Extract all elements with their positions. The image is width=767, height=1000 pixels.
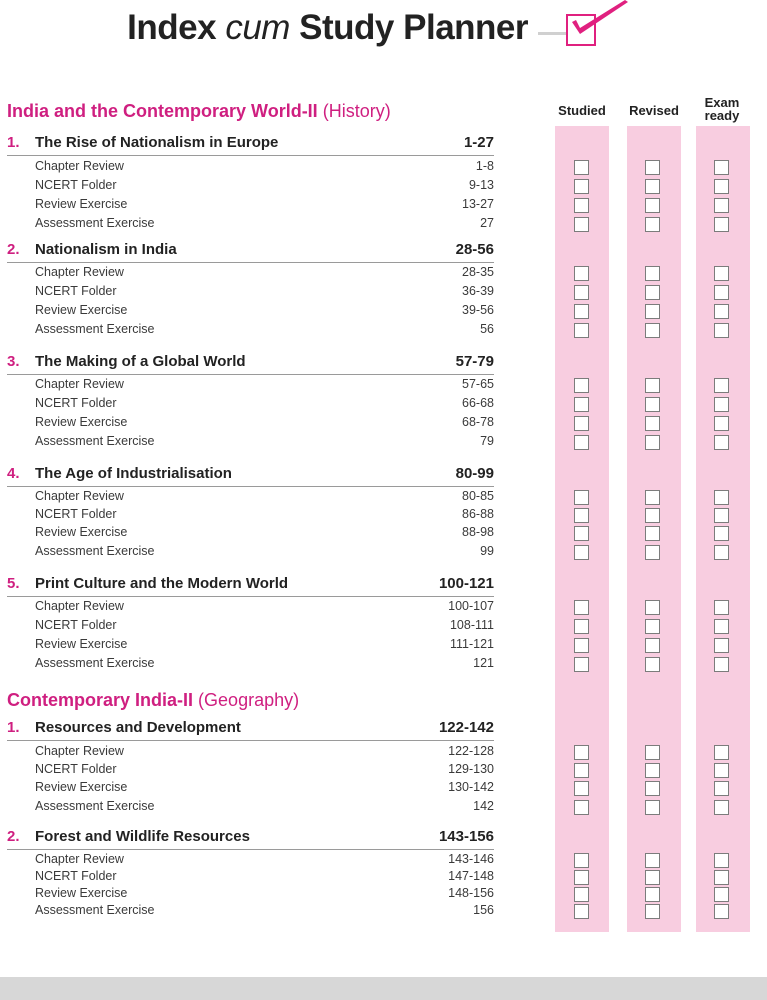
chapter-row [7,241,494,263]
sub-entry-pages: 129-130 [448,762,494,776]
revised-checkbox[interactable] [645,870,660,885]
revised-checkbox[interactable] [645,266,660,281]
exam-ready-checkbox[interactable] [714,217,729,232]
chapter-title: Nationalism in India [35,241,177,258]
sub-entry-pages: 1-8 [475,159,494,173]
studied-checkbox[interactable] [574,638,589,653]
sub-entry-pages: 86-88 [462,507,494,521]
studied-checkbox[interactable] [574,781,589,796]
chapter-row [7,134,494,156]
revised-checkbox[interactable] [645,508,660,523]
sub-entry-pages: 142 [473,799,494,813]
sub-entry-pages: 56 [480,322,494,336]
chapter-row [7,575,494,597]
sub-entry-label: Chapter Review [35,744,124,758]
revised-checkbox[interactable] [645,304,660,319]
revised-checkbox[interactable] [645,285,660,300]
exam-ready-checkbox[interactable] [714,198,729,213]
studied-checkbox[interactable] [574,526,589,541]
studied-checkbox[interactable] [574,763,589,778]
studied-checkbox[interactable] [574,745,589,760]
sub-entry-label: Review Exercise [35,303,128,317]
chapter-number: 1. [7,134,20,151]
revised-checkbox[interactable] [645,160,660,175]
revised-checkbox[interactable] [645,435,660,450]
sub-entry-label: NCERT Folder [35,284,117,298]
revised-checkbox[interactable] [645,323,660,338]
sub-entry-pages: 108-111 [449,618,494,632]
sub-entry-pages: 66-68 [462,396,494,410]
revised-checkbox[interactable] [645,853,660,868]
revised-checkbox[interactable] [645,179,660,194]
revised-checkbox[interactable] [645,800,660,815]
sub-entry-label: Assessment Exercise [35,322,155,336]
studied-checkbox[interactable] [574,619,589,634]
sub-entry-pages: 122-128 [448,744,494,758]
sub-entry-label: Review Exercise [35,525,128,539]
studied-checkbox[interactable] [574,198,589,213]
chapter-pages: 100-121 [438,575,494,592]
exam-ready-checkbox[interactable] [714,304,729,319]
chapter-pages: 80-99 [455,465,494,482]
exam-ready-checkbox[interactable] [714,179,729,194]
checkmark-icon [558,0,634,44]
sub-entry-label: NCERT Folder [35,396,117,410]
sub-entry-label: Review Exercise [35,415,128,429]
chapter-row [7,719,494,741]
revised-checkbox[interactable] [645,378,660,393]
studied-checkbox[interactable] [574,545,589,560]
studied-checkbox[interactable] [574,435,589,450]
revised-checkbox[interactable] [645,657,660,672]
chapter-title: Forest and Wildlife Resources [35,828,250,845]
sub-entry-label: Review Exercise [35,197,128,211]
studied-checkbox[interactable] [574,870,589,885]
studied-checkbox[interactable] [574,904,589,919]
exam-ready-checkbox[interactable] [714,870,729,885]
exam-ready-checkbox[interactable] [714,266,729,281]
sub-entry-label: Assessment Exercise [35,799,155,813]
studied-checkbox[interactable] [574,285,589,300]
revised-checkbox[interactable] [645,416,660,431]
exam-ready-checkbox[interactable] [714,745,729,760]
column-header-revised: Revised [629,103,679,118]
chapter-row [7,465,494,487]
sub-entry-label: NCERT Folder [35,618,117,632]
sub-entry-label: Chapter Review [35,852,124,866]
revised-checkbox[interactable] [645,526,660,541]
sub-entry-label: Chapter Review [35,377,124,391]
revised-checkbox[interactable] [645,619,660,634]
title-cum: cum [225,8,290,47]
sub-entry-pages: 36-39 [462,284,494,298]
sub-entry-label: Review Exercise [35,886,128,900]
studied-checkbox[interactable] [574,304,589,319]
chapter-number: 5. [7,575,20,592]
section-heading-geography: Contemporary India-II (Geography) [7,690,300,710]
revised-checkbox[interactable] [645,781,660,796]
sub-entry-pages: 68-78 [462,415,494,429]
section-heading-history: India and the Contemporary World-II (History) [7,101,391,121]
exam-ready-checkbox[interactable] [714,285,729,300]
sub-entry-pages: 156 [473,903,494,917]
chapter-number: 2. [7,828,20,845]
exam-ready-checkbox[interactable] [714,435,729,450]
exam-ready-checkbox[interactable] [714,323,729,338]
sub-entry-pages: 27 [480,216,494,230]
sub-entry-pages: 88-98 [462,525,494,539]
sub-entry-pages: 57-65 [462,377,494,391]
chapter-pages: 122-142 [438,719,494,736]
chapter-number: 1. [7,719,20,736]
exam-ready-checkbox[interactable] [714,545,729,560]
revised-checkbox[interactable] [645,904,660,919]
exam-ready-checkbox[interactable] [714,657,729,672]
sub-entry-label: Assessment Exercise [35,434,155,448]
studied-checkbox[interactable] [574,657,589,672]
sub-entry-pages: 99 [480,544,494,558]
studied-checkbox[interactable] [574,508,589,523]
chapter-row [7,353,494,375]
sub-entry-pages: 148-156 [448,886,494,900]
column-header-studied: Studied [558,103,606,118]
footer-band [0,977,767,1000]
chapter-pages: 57-79 [455,353,494,370]
exam-ready-checkbox[interactable] [714,619,729,634]
sub-entry-pages: 100-107 [448,599,494,613]
chapter-title: The Age of Industrialisation [35,465,232,482]
exam-ready-checkbox[interactable] [714,800,729,815]
revised-checkbox[interactable] [645,638,660,653]
studied-checkbox[interactable] [574,490,589,505]
studied-checkbox[interactable] [574,800,589,815]
chapter-number: 3. [7,353,20,370]
exam-ready-checkbox[interactable] [714,378,729,393]
studied-checkbox[interactable] [574,600,589,615]
sub-entry-label: Chapter Review [35,265,124,279]
sub-entry-label: Chapter Review [35,489,124,503]
sub-entry-pages: 111-121 [449,637,494,651]
exam-ready-checkbox[interactable] [714,416,729,431]
exam-ready-checkbox[interactable] [714,508,729,523]
studied-checkbox[interactable] [574,160,589,175]
sub-entry-label: Assessment Exercise [35,544,155,558]
sub-entry-label: Review Exercise [35,637,128,651]
sub-entry-pages: 13-27 [462,197,494,211]
exam-ready-checkbox[interactable] [714,397,729,412]
studied-checkbox[interactable] [574,217,589,232]
studied-checkbox[interactable] [574,853,589,868]
chapter-number: 4. [7,465,20,482]
chapter-row [7,828,494,850]
chapter-title: The Rise of Nationalism in Europe [35,134,279,151]
column-header-exam-ready: Exam ready [704,95,740,123]
studied-checkbox[interactable] [574,378,589,393]
sub-entry-pages: 28-35 [462,265,494,279]
sub-entry-pages: 39-56 [462,303,494,317]
revised-checkbox[interactable] [645,217,660,232]
exam-ready-checkbox[interactable] [714,763,729,778]
revised-checkbox[interactable] [645,887,660,902]
sub-entry-label: NCERT Folder [35,507,117,521]
revised-checkbox[interactable] [645,545,660,560]
sub-entry-label: Chapter Review [35,159,124,173]
revised-checkbox[interactable] [645,763,660,778]
chapter-title: Resources and Development [35,719,241,736]
revised-checkbox[interactable] [645,490,660,505]
sub-entry-label: NCERT Folder [35,178,117,192]
exam-ready-checkbox[interactable] [714,904,729,919]
studied-checkbox[interactable] [574,266,589,281]
chapter-number: 2. [7,241,20,258]
chapter-pages: 143-156 [438,828,494,845]
sub-entry-label: Review Exercise [35,780,128,794]
studied-checkbox[interactable] [574,887,589,902]
studied-checkbox[interactable] [574,179,589,194]
studied-checkbox[interactable] [574,323,589,338]
sub-entry-pages: 143-146 [448,852,494,866]
revised-checkbox[interactable] [645,397,660,412]
chapter-pages: 28-56 [455,241,494,258]
sub-entry-pages: 80-85 [462,489,494,503]
sub-entry-pages: 121 [473,656,494,670]
sub-entry-pages: 130-142 [448,780,494,794]
revised-checkbox[interactable] [645,198,660,213]
exam-ready-checkbox[interactable] [714,887,729,902]
title-part1: Index [127,8,217,47]
exam-ready-checkbox[interactable] [714,638,729,653]
revised-checkbox[interactable] [645,745,660,760]
studied-checkbox[interactable] [574,416,589,431]
exam-ready-checkbox[interactable] [714,526,729,541]
sub-entry-label: NCERT Folder [35,869,117,883]
sub-entry-label: Assessment Exercise [35,216,155,230]
sub-entry-label: Chapter Review [35,599,124,613]
sub-entry-pages: 79 [480,434,494,448]
exam-ready-checkbox[interactable] [714,600,729,615]
title-part2: Study Planner [299,8,528,47]
sub-entry-label: Assessment Exercise [35,903,155,917]
studied-checkbox[interactable] [574,397,589,412]
sub-entry-pages: 147-148 [448,869,494,883]
sub-entry-label: Assessment Exercise [35,656,155,670]
exam-ready-checkbox[interactable] [714,160,729,175]
chapter-pages: 1-27 [463,134,494,151]
exam-ready-checkbox[interactable] [714,781,729,796]
exam-ready-checkbox[interactable] [714,490,729,505]
revised-checkbox[interactable] [645,600,660,615]
sub-entry-label: NCERT Folder [35,762,117,776]
sub-entry-pages: 9-13 [468,178,494,192]
page-title [0,8,528,48]
exam-ready-checkbox[interactable] [714,853,729,868]
chapter-title: The Making of a Global World [35,353,246,370]
chapter-title: Print Culture and the Modern World [35,575,289,592]
